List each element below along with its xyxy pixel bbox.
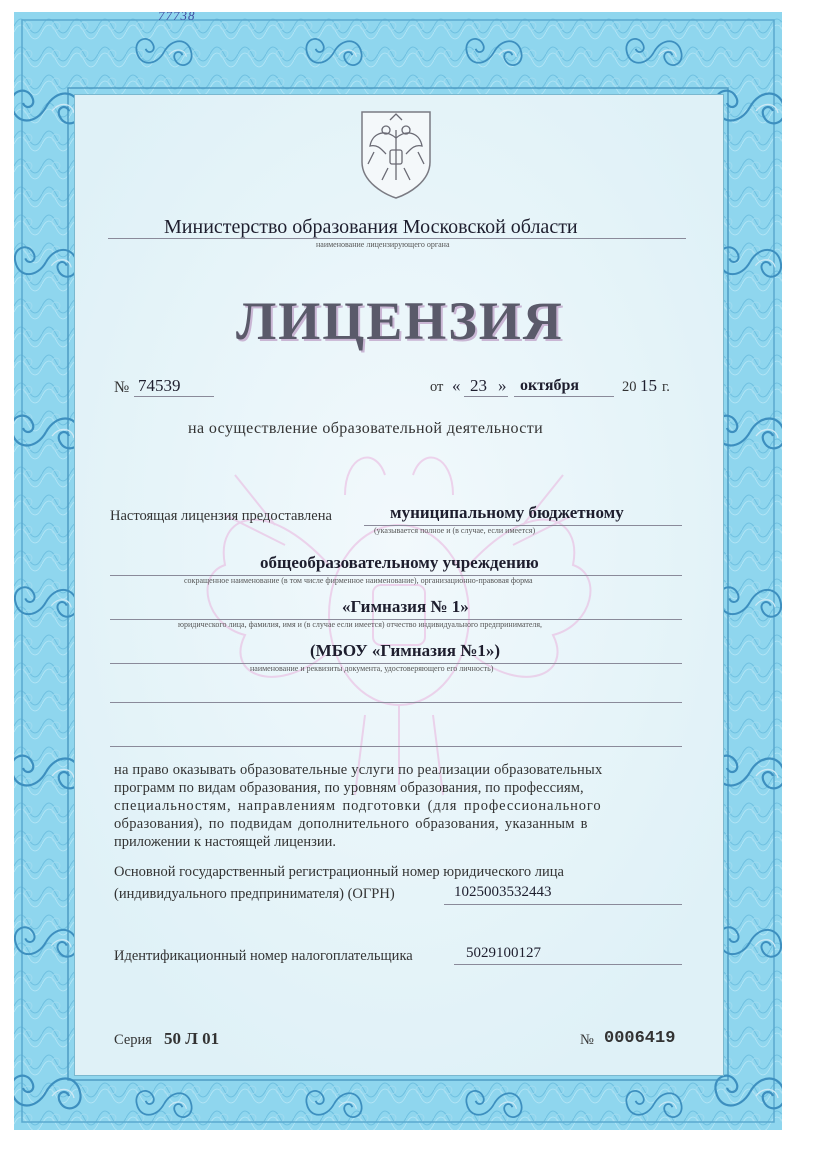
grantee-caption-1: (указывается полное и (в случае, если имеется) [374,526,536,535]
blank-number-prefix: № [580,1032,594,1048]
date-day: 23 [470,376,487,395]
inn-value: 5029100127 [466,945,541,961]
ogrn-label-1: Основной государственный регистрационный номер юридического лица [114,864,564,880]
blank-number-value: 0006419 [604,1029,676,1048]
issuer-caption: наименование лицензирующего органа [316,240,450,249]
rights-line-2: программ по видам образования, по уровням образования, по профессиям, [114,780,584,796]
license-border [14,12,782,1130]
license-number: 74539 [138,376,181,395]
rights-line-1: на право оказывать образовательные услуги по реализации образовательных [114,762,603,778]
date-prefix: от [430,379,444,395]
license-purpose: на осуществление образовательной деятельности [188,420,544,437]
date-close-quote: » [498,376,507,395]
inn-line [454,964,682,965]
corner-stamp-number: 77738 [158,12,196,23]
issuer-name: Министерство образования Московской области [164,216,578,238]
grantee-line-4: (МБОУ «Гимназия №1») [310,641,500,660]
date-month: октября [520,377,580,394]
date-year-prefix: 20 [622,379,637,395]
series-label: Серия [114,1032,152,1048]
date-year-unit: г. [662,379,670,395]
grantee-intro: Настоящая лицензия предоставлена [110,508,332,524]
issuer-line [108,238,686,239]
coat-of-arms-icon [356,108,436,200]
grantee-caption-3: юридического лица, фамилия, имя и (в случае если имеется) отчество индивидуального предпринимателя, [178,620,543,629]
day-line [464,396,508,397]
rights-line-3: специальностям, направлениям подготовки (для профессионального [114,798,602,814]
date-year-suffix: 15 [640,376,657,395]
rights-line-4: образования), по подвидам дополнительного образования, указанным в [114,816,588,832]
series-value: 50 Л 01 [164,1029,220,1048]
month-line [514,396,614,397]
ogrn-value: 1025003532443 [454,884,552,900]
grantee-line-2: общеобразовательному учреждению [260,553,539,572]
grantee-line-1: муниципальному бюджетному [390,503,624,522]
grantee-caption-4: наименование и реквизиты документа, удостоверяющего его личность) [250,664,494,673]
blank-line-2 [110,746,682,747]
document-title: ЛИЦЕНЗИЯ [236,291,564,351]
blank-line-1 [110,702,682,703]
number-line [134,396,214,397]
rights-line-5: приложении к настоящей лицензии. [114,834,336,850]
ogrn-line [444,904,682,905]
date-open-quote: « [452,376,461,395]
license-number-prefix: № [114,379,130,396]
grantee-line-3: «Гимназия № 1» [342,597,469,616]
inn-label: Идентификационный номер налогоплательщика [114,948,413,964]
ogrn-label-2: (индивидуального предпринимателя) (ОГРН) [114,886,395,902]
grantee-caption-2: сокращенное наименование (в том числе фирменное наименование), организационно-правовая форма [184,576,533,585]
